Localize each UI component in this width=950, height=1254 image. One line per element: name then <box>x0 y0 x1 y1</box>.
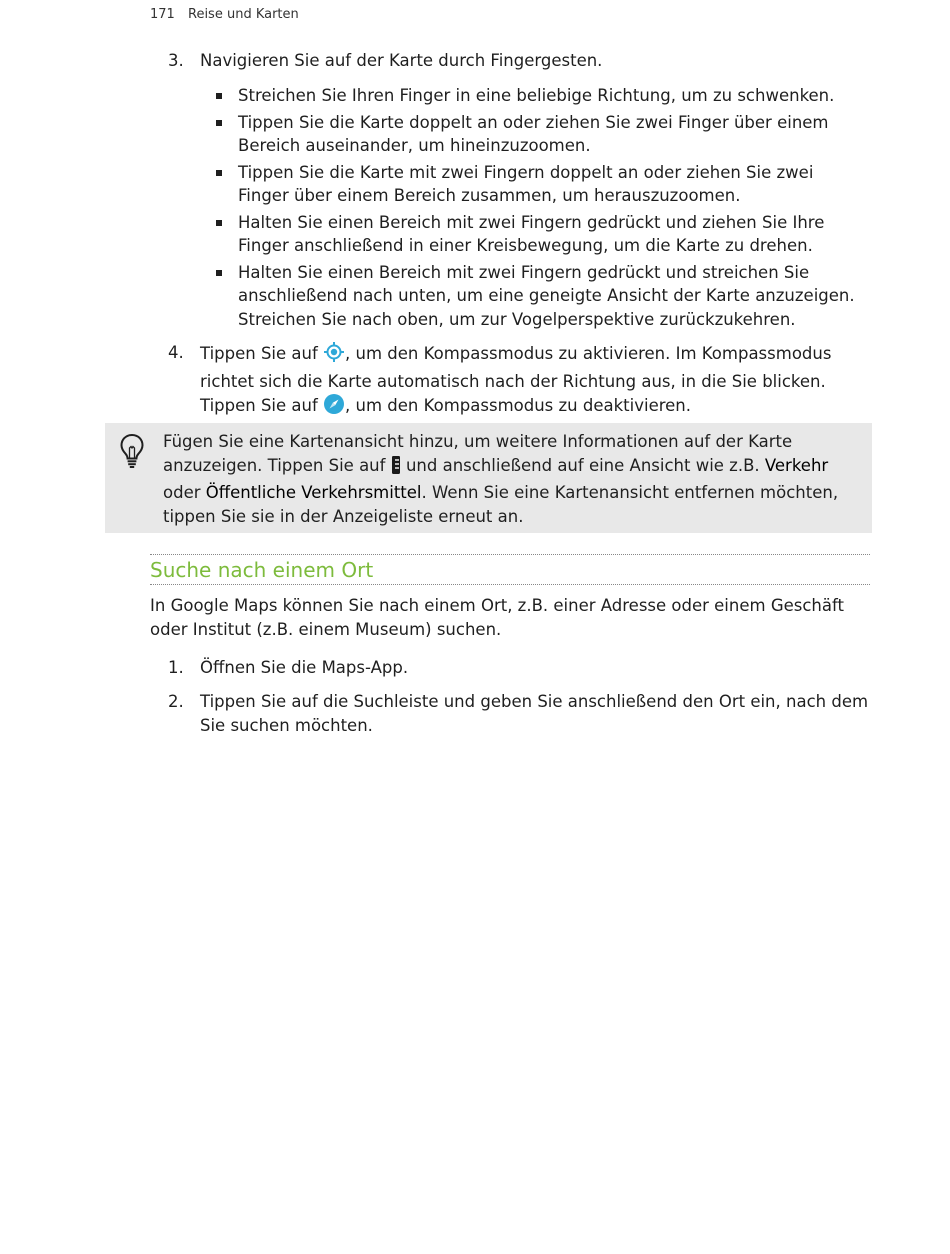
list-item <box>214 84 864 108</box>
tip-box <box>105 423 872 533</box>
bullet-marker <box>216 270 222 276</box>
chapter-title: Reise und Karten <box>188 7 299 22</box>
page-number: 171 <box>150 7 175 22</box>
list-item-text: Halten Sie einen Bereich mit zwei Fingern gedrückt und streichen Sie anschließend nach unten, um eine geneigte Ansicht der Karte anzuzeigen. Streichen Sie nach oben, um zur Vogelperspektive zurückzukehren. <box>238 262 855 329</box>
lightbulb-icon <box>119 433 145 469</box>
section-intro: In Google Maps können Sie nach einem Ort, z.B. einer Adresse oder einem Geschäft oder Institut (z.B. einem Museum) suchen. <box>150 596 844 639</box>
step-number: 2. <box>168 692 184 711</box>
tip-text-part: und anschließend auf eine Ansicht wie z.B. <box>400 455 765 475</box>
step-text: Navigieren Sie auf der Karte durch Fingergesten. <box>200 51 603 70</box>
bullet-marker <box>216 93 222 99</box>
tip-text-part: . Wenn Sie eine Kartenansicht entfernen möchten, tippen Sie sie in der Anzeigeliste erneut an. <box>163 483 839 526</box>
list-item <box>214 261 864 332</box>
tip-text <box>163 430 853 528</box>
list-item-text: Tippen Sie die Karte mit zwei Fingern doppelt an oder ziehen Sie zwei Finger über einem Bereich zusammen, um herauszuzoomen. <box>238 162 814 205</box>
step-text-part: , um den Kompassmodus zu deaktivieren. <box>345 396 692 415</box>
list-item-text: Streichen Sie Ihren Finger in eine beliebige Richtung, um zu schwenken. <box>238 86 835 105</box>
tip-text-part: Fügen Sie eine Kartenansicht hinzu, um weitere Informationen auf der Karte anzuzeigen. Tippen Sie auf <box>163 432 793 475</box>
step-number: 3. <box>168 51 184 70</box>
ui-term-public-transport: Öffentliche Verkehrsmittel <box>205 483 422 502</box>
step-text-part: Tippen Sie auf <box>200 344 324 363</box>
bullet-marker <box>216 170 222 176</box>
step-text: Tippen Sie auf die Suchleiste und geben Sie anschließend den Ort ein, nach dem Sie suchen möchten. <box>200 692 869 735</box>
layers-menu-icon <box>391 455 401 482</box>
step-number: 4. <box>168 343 184 362</box>
ui-term-traffic: Verkehr <box>764 455 829 475</box>
step-text: Öffnen Sie die Maps-App. <box>200 658 409 677</box>
list-item <box>214 161 864 208</box>
tip-text-part: oder <box>163 483 206 502</box>
list-item-text: Halten Sie einen Bereich mit zwei Fingern gedrückt und ziehen Sie Ihre Finger anschließend in einer Kreisbewegung, um die Karte zu drehen. <box>238 212 825 255</box>
bullet-marker <box>216 220 222 226</box>
section-rule-top <box>150 554 870 555</box>
list-item <box>214 111 864 158</box>
gesture-list <box>214 84 864 334</box>
section-title: Suche nach einem Ort <box>150 558 374 582</box>
step-text-part: , um den Kompassmodus zu aktivieren. Im Kompassmodus richtet sich die Karte automatisch nach der Richtung aus, in die Sie blicken. Tippen Sie auf <box>200 344 832 415</box>
location-crosshair-icon <box>323 341 345 370</box>
step-text <box>200 341 870 422</box>
page-header <box>150 7 299 22</box>
list-item-text: Tippen Sie die Karte doppelt an oder ziehen Sie zwei Finger über einem Bereich auseinander, um hineinzuzoomen. <box>238 112 829 155</box>
step-number: 1. <box>168 658 184 677</box>
bullet-marker <box>216 120 222 126</box>
compass-icon <box>323 393 345 422</box>
section-rule-bottom <box>150 584 870 585</box>
list-item <box>214 211 864 258</box>
